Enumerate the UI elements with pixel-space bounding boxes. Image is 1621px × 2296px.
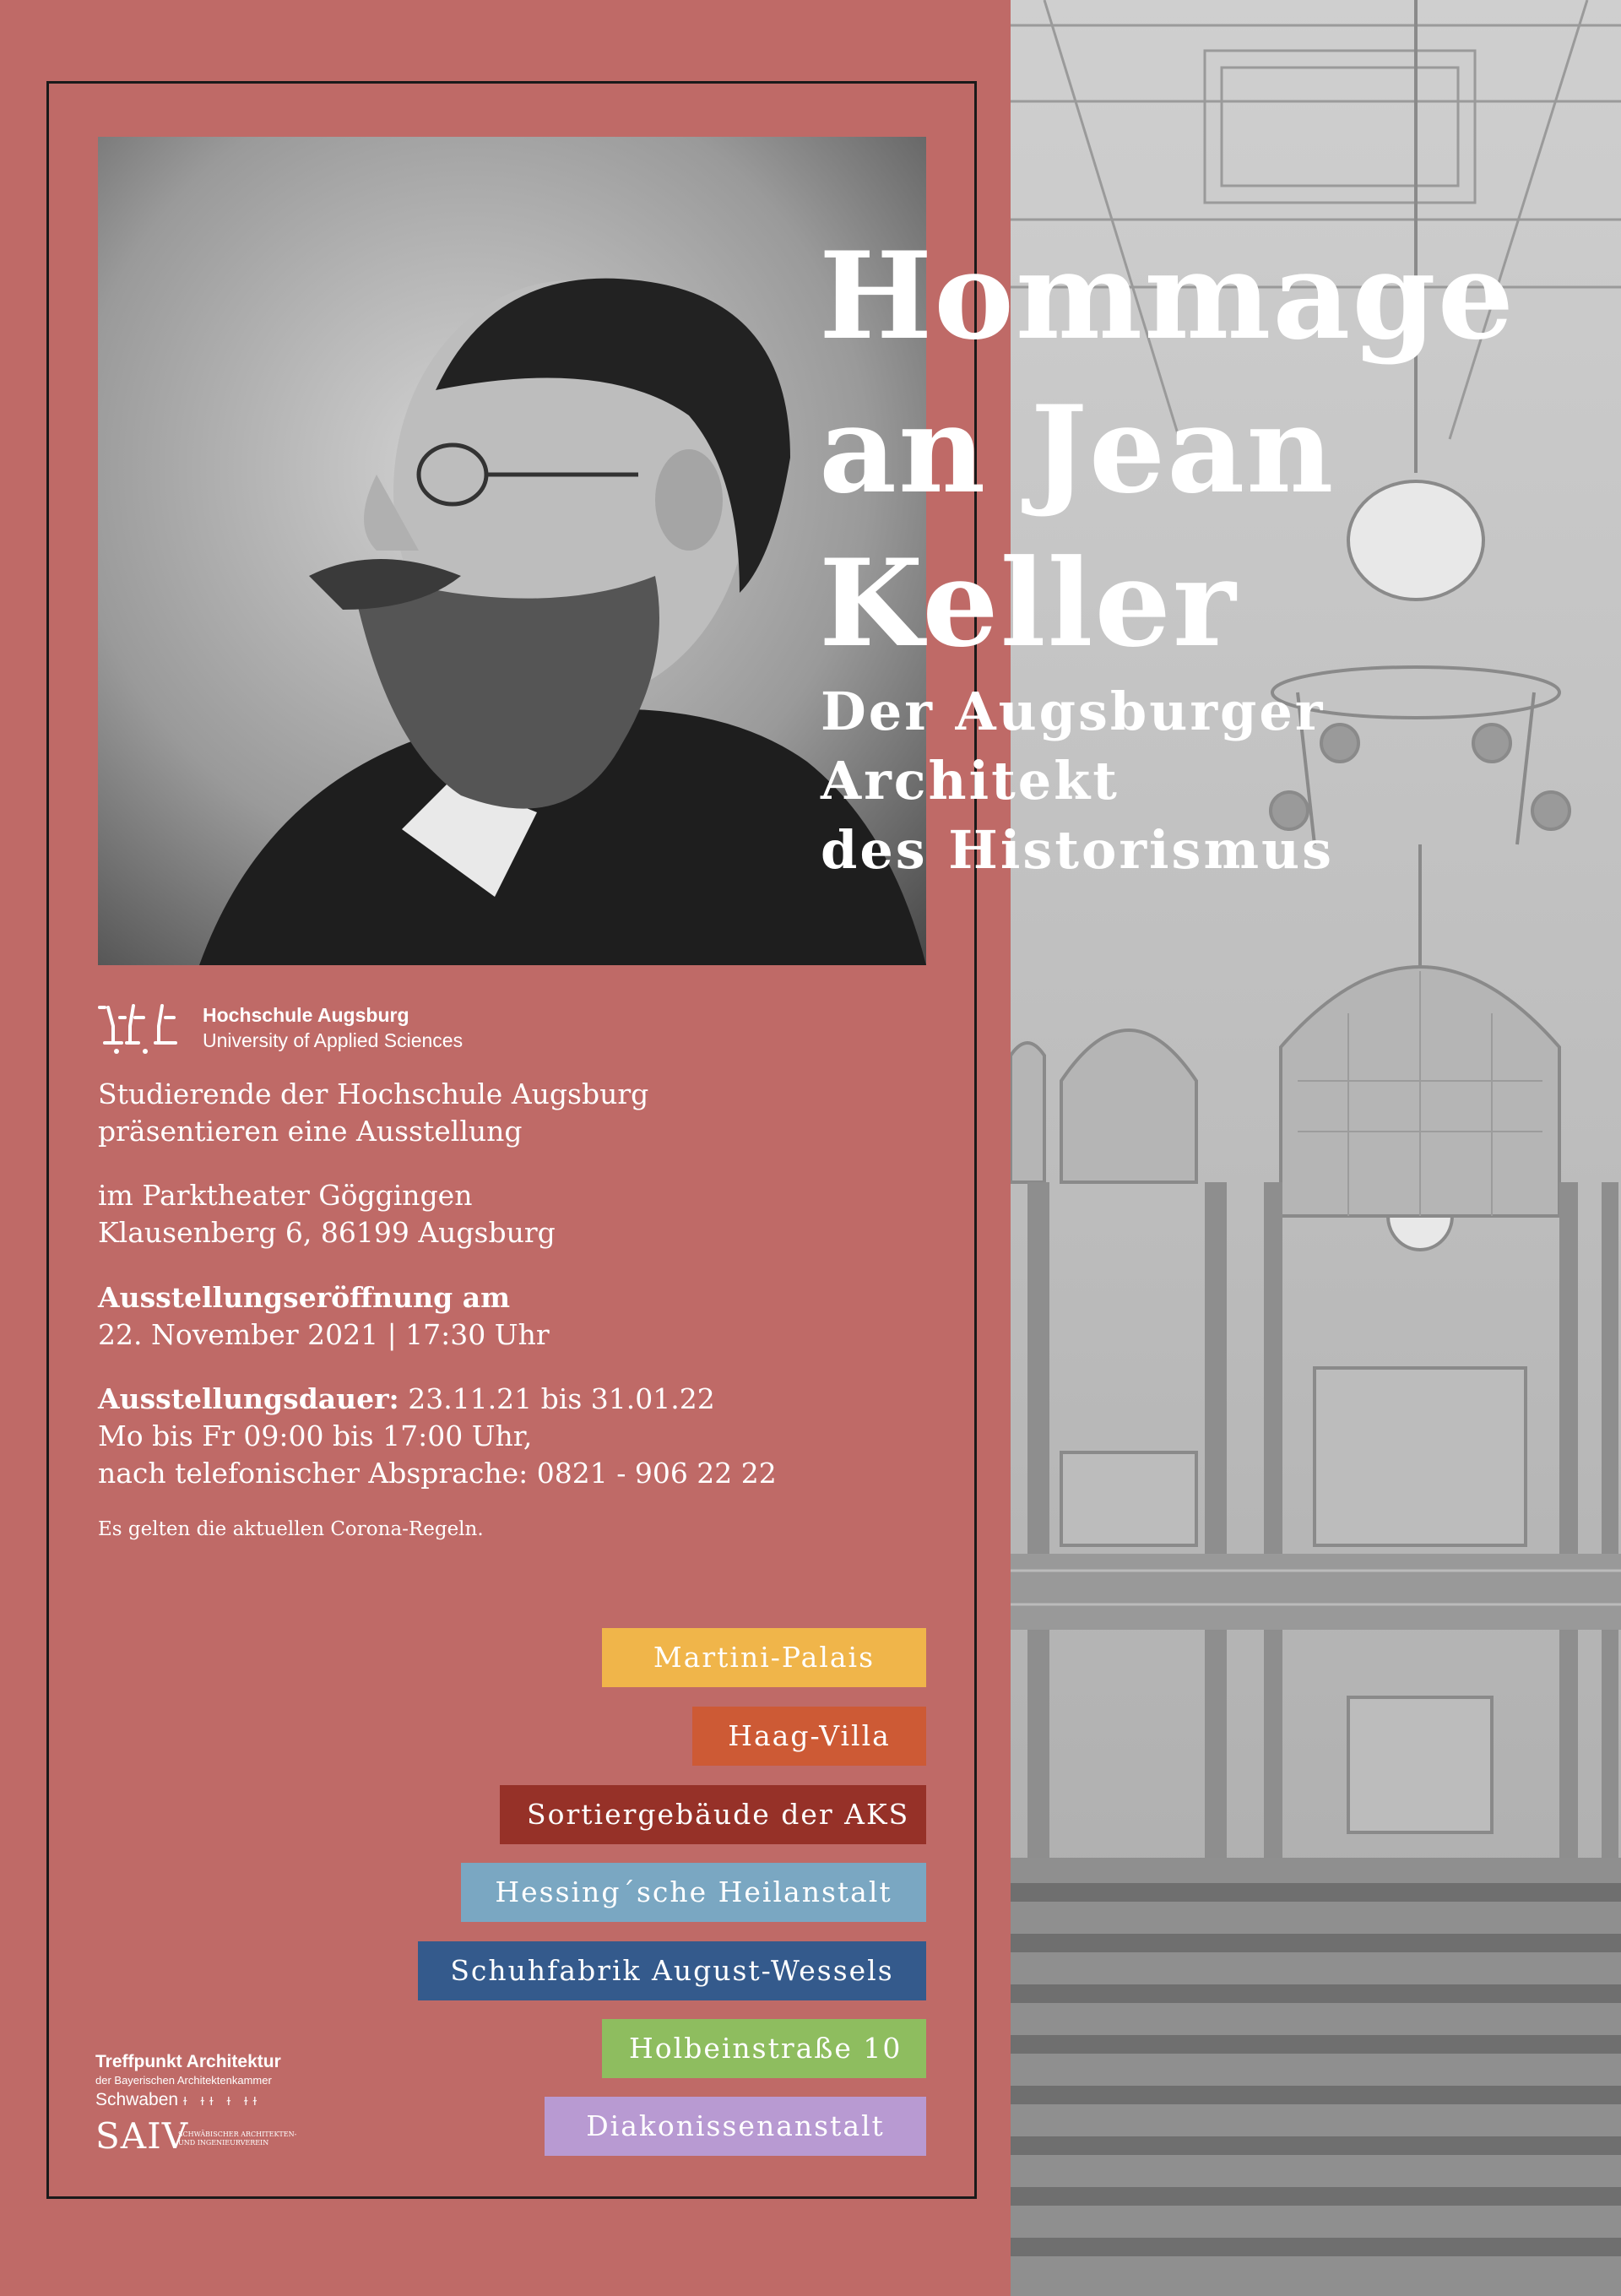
duration-value: 23.11.21 bis 31.01.22	[398, 1382, 715, 1415]
university-logo	[96, 1001, 552, 1055]
location-text	[98, 1177, 556, 1251]
duration-phone: nach telefonischer Absprache: 0821 - 906 22 22	[98, 1457, 777, 1490]
tag-diakonissenanstalt: Diakonissenanstalt	[545, 2097, 926, 2156]
treffpunkt-region	[95, 2090, 281, 2110]
title-line-2: an Jean	[819, 380, 1336, 520]
saiv-logo	[95, 2115, 315, 2158]
jean-keller-portrait	[98, 137, 926, 965]
treffpunkt-architektur-logo	[95, 2052, 281, 2110]
intro-line-2: präsentieren eine Ausstellung	[98, 1115, 523, 1148]
university-name: Hochschule Augsburg	[203, 1004, 409, 1026]
duration-text	[98, 1381, 777, 1492]
university-logo-icon	[96, 1001, 189, 1055]
duration-label: Ausstellungsdauer:	[98, 1382, 399, 1415]
saiv-abbrev: SAIV	[95, 2115, 189, 2157]
saiv-full-name: SCHWÄBISCHER ARCHITEKTEN- UND INGENIEURVEREIN	[178, 2130, 297, 2147]
subtitle-line-1: Der Augsburger	[821, 681, 1326, 742]
tag-sortiergebaeude: Sortiergebäude der AKS	[500, 1785, 926, 1844]
poster-title	[819, 220, 1515, 681]
poster-subtitle	[821, 677, 1334, 885]
opening-date: 22. November 2021 | 17:30 Uhr	[98, 1318, 550, 1351]
opening-label: Ausstellungseröffnung am	[98, 1281, 511, 1314]
treffpunkt-mark-icon: ɫ ɫɫ ɫ ɫɫ	[182, 2094, 263, 2108]
tag-hessing-heilanstalt: Hessing´sche Heilanstalt	[461, 1863, 926, 1922]
location-line-1: im Parktheater Göggingen	[98, 1179, 473, 1212]
subtitle-line-2: Architekt	[821, 750, 1120, 811]
treffpunkt-name: Treffpunkt Architektur	[95, 2052, 281, 2071]
subtitle-line-3: des Historismus	[821, 819, 1335, 881]
tag-martini-palais: Martini-Palais	[602, 1628, 926, 1687]
treffpunkt-kammer: der Bayerischen Architektenkammer	[95, 2074, 272, 2087]
treffpunkt-region-label: Schwaben	[95, 2090, 179, 2109]
tag-schuhfabrik: Schuhfabrik August-Wessels	[418, 1941, 926, 2000]
intro-text	[98, 1076, 648, 1150]
duration-hours: Mo bis Fr 09:00 bis 17:00 Uhr,	[98, 1419, 533, 1452]
tag-holbeinstrasse: Holbeinstraße 10	[602, 2019, 926, 2078]
opening-text	[98, 1279, 550, 1354]
tag-haag-villa: Haag-Villa	[692, 1707, 926, 1766]
location-line-2: Klausenberg 6, 86199 Augsburg	[98, 1216, 556, 1249]
title-line-1: Hommage	[819, 226, 1516, 366]
corona-note: Es gelten die aktuellen Corona-Regeln.	[98, 1518, 484, 1540]
title-line-3: Keller	[819, 534, 1238, 674]
university-subtitle: University of Applied Sciences	[203, 1029, 464, 1051]
intro-line-1: Studierende der Hochschule Augsburg	[98, 1077, 649, 1110]
